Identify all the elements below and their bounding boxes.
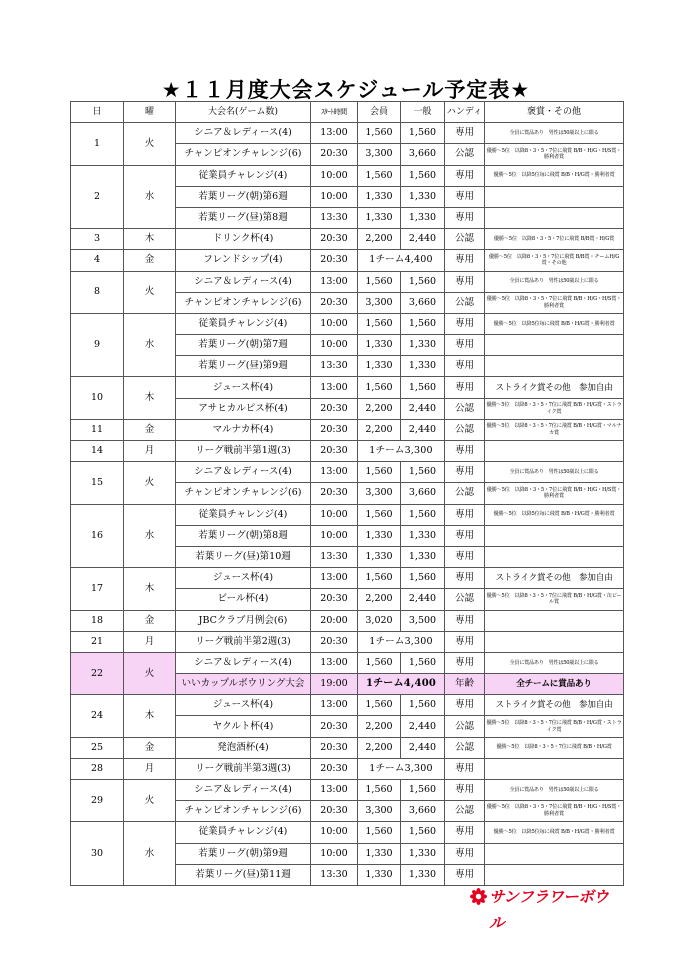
weekday-cell: 火 [124, 271, 176, 313]
weekday-cell: 金 [124, 737, 176, 758]
event-name-cell: JBCクラブ月例会(6) [176, 610, 311, 631]
prize-cell: ストライク賞その他 参加自由 [485, 568, 624, 589]
prize-cell: 優勝～5位 以降5位毎に飛賞 B/B・H/G賞・勝利者賞 [485, 165, 624, 186]
general-fee-cell: 1,560 [401, 780, 445, 801]
handicap-cell: 専用 [445, 631, 485, 652]
prize-cell [485, 546, 624, 567]
table-row [71, 165, 624, 186]
weekday-cell: 金 [124, 610, 176, 631]
general-fee-cell: 3,660 [401, 144, 445, 165]
event-name-cell: チャンピオンチャレンジ(6) [176, 292, 311, 313]
general-fee-cell: 3,500 [401, 610, 445, 631]
event-name-cell: ジュース杯(4) [176, 568, 311, 589]
start-time-cell: 13:00 [311, 377, 358, 398]
start-time-cell: 10:00 [311, 313, 358, 334]
event-name-cell: 発泡酒杯(4) [176, 737, 311, 758]
handicap-cell: 公認 [445, 292, 485, 313]
prize-cell: 優勝～5位 以降8・3・5・7位に飛賞 B/B・H/G賞・缶ビール賞 [485, 589, 624, 610]
team-fee-cell: 1チーム3,300 [358, 758, 445, 779]
handicap-cell: 公認 [445, 737, 485, 758]
prize-cell [485, 610, 624, 631]
event-name-cell: 若葉リーグ(朝)第9週 [176, 843, 311, 864]
event-name-cell: ジュース杯(4) [176, 695, 311, 716]
start-time-cell: 20:30 [311, 716, 358, 737]
weekday-cell: 木 [124, 377, 176, 419]
start-time-cell: 13:00 [311, 780, 358, 801]
weekday-cell: 月 [124, 631, 176, 652]
prize-cell [485, 525, 624, 546]
event-name-cell: ヤクルト杯(4) [176, 716, 311, 737]
member-fee-cell: 1,330 [358, 546, 401, 567]
header-handicap: ハンディ [445, 102, 485, 123]
header-member-fee: 会員 [358, 102, 401, 123]
prize-cell: 優勝～5位 以降8・3・5・7位に飛賞 B/B・H/G賞・マルナカ賞 [485, 419, 624, 440]
start-time-cell: 20:30 [311, 483, 358, 504]
event-name-cell: 若葉リーグ(朝)第8週 [176, 525, 311, 546]
prize-cell [485, 441, 624, 462]
prize-cell: 優勝～5位 以降5位毎に飛賞 B/B・H/G賞・勝利者賞 [485, 822, 624, 843]
start-time-cell: 13:30 [311, 864, 358, 885]
prize-cell: 優勝～5位 以降8・3・5・7位に飛賞 B/B・H/G・H/S賞・勝利者賞 [485, 292, 624, 313]
day-cell: 22 [71, 652, 124, 694]
prize-cell: 全員に賞品あり 男性は50歳以上に限る [485, 271, 624, 292]
start-time-cell: 13:30 [311, 356, 358, 377]
table-row [71, 610, 624, 631]
member-fee-cell: 2,200 [358, 419, 401, 440]
event-name-cell: 若葉リーグ(昼)第10週 [176, 546, 311, 567]
weekday-cell: 木 [124, 695, 176, 737]
table-row [71, 822, 624, 843]
weekday-cell: 月 [124, 441, 176, 462]
event-name-cell: ジュース杯(4) [176, 377, 311, 398]
weekday-cell: 木 [124, 229, 176, 250]
start-time-cell: 20:30 [311, 229, 358, 250]
event-name-cell: マルナカ杯(4) [176, 419, 311, 440]
general-fee-cell: 1,560 [401, 652, 445, 673]
prize-cell: 優勝～5位 以降5位毎に飛賞 B/B・H/G賞・勝利者賞 [485, 504, 624, 525]
start-time-cell: 20:30 [311, 758, 358, 779]
member-fee-cell: 2,200 [358, 737, 401, 758]
weekday-cell: 火 [124, 123, 176, 165]
member-fee-cell: 2,200 [358, 716, 401, 737]
event-name-cell: 若葉リーグ(昼)第9週 [176, 356, 311, 377]
handicap-cell: 専用 [445, 335, 485, 356]
member-fee-cell: 3,300 [358, 801, 401, 822]
member-fee-cell: 3,300 [358, 144, 401, 165]
table-row [71, 419, 624, 440]
weekday-cell: 火 [124, 652, 176, 694]
event-name-cell: チャンピオンチャレンジ(6) [176, 483, 311, 504]
day-cell: 21 [71, 631, 124, 652]
event-name-cell: リーグ戦前半第3週(3) [176, 758, 311, 779]
day-cell: 29 [71, 780, 124, 822]
start-time-cell: 10:00 [311, 843, 358, 864]
general-fee-cell: 1,560 [401, 377, 445, 398]
day-cell: 15 [71, 462, 124, 504]
member-fee-cell: 1,560 [358, 780, 401, 801]
member-fee-cell: 3,300 [358, 292, 401, 313]
handicap-cell: 公認 [445, 144, 485, 165]
prize-cell: ストライク賞その他 参加自由 [485, 695, 624, 716]
day-cell: 3 [71, 229, 124, 250]
page-title: ★１１月度大会スケジュール予定表★ [161, 78, 531, 102]
prize-cell: 全チームに賞品あり [485, 674, 624, 695]
handicap-cell: 専用 [445, 610, 485, 631]
general-fee-cell: 1,330 [401, 186, 445, 207]
handicap-cell: 専用 [445, 377, 485, 398]
general-fee-cell: 2,440 [401, 737, 445, 758]
table-row [71, 652, 624, 673]
handicap-cell: 専用 [445, 568, 485, 589]
event-name-cell: アサヒカルピス杯(4) [176, 398, 311, 419]
logo-text: サンフラワーボウル [489, 888, 609, 932]
table-header-row [71, 102, 624, 123]
schedule-body [71, 123, 624, 886]
weekday-cell: 火 [124, 462, 176, 504]
handicap-cell: 公認 [445, 398, 485, 419]
general-fee-cell: 1,330 [401, 335, 445, 356]
day-cell: 8 [71, 271, 124, 313]
general-fee-cell: 3,660 [401, 292, 445, 313]
general-fee-cell: 2,440 [401, 398, 445, 419]
member-fee-cell: 1,560 [358, 377, 401, 398]
start-time-cell: 10:00 [311, 186, 358, 207]
handicap-cell: 専用 [445, 546, 485, 567]
prize-cell [485, 186, 624, 207]
table-row [71, 758, 624, 779]
prize-cell: ストライク賞その他 参加自由 [485, 377, 624, 398]
member-fee-cell: 3,020 [358, 610, 401, 631]
start-time-cell: 10:00 [311, 504, 358, 525]
general-fee-cell: 1,330 [401, 546, 445, 567]
start-time-cell: 10:00 [311, 335, 358, 356]
handicap-cell: 公認 [445, 589, 485, 610]
table-row [71, 250, 624, 271]
start-time-cell: 10:00 [311, 165, 358, 186]
handicap-cell: 専用 [445, 780, 485, 801]
team-fee-cell: 1チーム3,300 [358, 631, 445, 652]
general-fee-cell: 3,660 [401, 801, 445, 822]
header-day: 日 [71, 102, 124, 123]
start-time-cell: 20:30 [311, 441, 358, 462]
day-cell: 24 [71, 695, 124, 737]
start-time-cell: 20:30 [311, 419, 358, 440]
day-cell: 14 [71, 441, 124, 462]
member-fee-cell: 3,300 [358, 483, 401, 504]
start-time-cell: 13:30 [311, 207, 358, 228]
prize-cell [485, 758, 624, 779]
handicap-cell: 専用 [445, 822, 485, 843]
member-fee-cell: 2,200 [358, 229, 401, 250]
start-time-cell: 20:30 [311, 250, 358, 271]
start-time-cell: 20:30 [311, 292, 358, 313]
table-row [71, 568, 624, 589]
start-time-cell: 20:30 [311, 631, 358, 652]
member-fee-cell: 1,560 [358, 462, 401, 483]
prize-cell: 優勝～5位 以降8・3・5・7位に飛賞 B/B・H/G賞 [485, 737, 624, 758]
event-name-cell: リーグ戦前半第2週(3) [176, 631, 311, 652]
start-time-cell: 10:00 [311, 525, 358, 546]
table-row [71, 377, 624, 398]
handicap-cell: 専用 [445, 313, 485, 334]
general-fee-cell: 1,560 [401, 462, 445, 483]
prize-cell [485, 631, 624, 652]
prize-cell: 優勝～5位 以降8・3・5・7位に飛賞 B/B・H/G賞・ストライク賞 [485, 398, 624, 419]
start-time-cell: 13:00 [311, 123, 358, 144]
member-fee-cell: 1,560 [358, 271, 401, 292]
general-fee-cell: 3,660 [401, 483, 445, 504]
handicap-cell: 専用 [445, 525, 485, 546]
day-cell: 9 [71, 313, 124, 377]
member-fee-cell: 1,330 [358, 525, 401, 546]
general-fee-cell: 2,440 [401, 716, 445, 737]
day-cell: 1 [71, 123, 124, 165]
general-fee-cell: 1,560 [401, 695, 445, 716]
handicap-cell: 専用 [445, 843, 485, 864]
handicap-cell: 専用 [445, 356, 485, 377]
sunflower-logo-icon [470, 888, 487, 905]
start-time-cell: 20:30 [311, 737, 358, 758]
schedule-table [70, 101, 624, 886]
handicap-cell: 専用 [445, 462, 485, 483]
member-fee-cell: 1,560 [358, 313, 401, 334]
prize-cell [485, 843, 624, 864]
prize-cell [485, 864, 624, 885]
handicap-cell: 専用 [445, 250, 485, 271]
header-event-name: 大会名(ゲーム数) [176, 102, 311, 123]
member-fee-cell: 1,330 [358, 186, 401, 207]
header-start-time: ｽﾀｰﾄ時間 [311, 102, 358, 123]
general-fee-cell: 1,560 [401, 568, 445, 589]
member-fee-cell: 1,560 [358, 165, 401, 186]
start-time-cell: 13:00 [311, 271, 358, 292]
table-row [71, 780, 624, 801]
table-row [71, 631, 624, 652]
general-fee-cell: 1,560 [401, 313, 445, 334]
prize-cell: 優勝～5位 以降8・3・5・7位に飛賞 B/B・H/G・H/S賞・勝利者賞 [485, 801, 624, 822]
header-prize: 褒賞・その他 [485, 102, 624, 123]
member-fee-cell: 1,330 [358, 864, 401, 885]
table-row [71, 695, 624, 716]
event-name-cell: チャンピオンチャレンジ(6) [176, 144, 311, 165]
weekday-cell: 火 [124, 780, 176, 822]
general-fee-cell: 1,560 [401, 822, 445, 843]
weekday-cell: 金 [124, 419, 176, 440]
sunflower-bowl-logo [470, 884, 620, 932]
handicap-cell: 専用 [445, 504, 485, 525]
prize-cell: 全員に賞品あり 男性は50歳以上に限る [485, 652, 624, 673]
table-row [71, 229, 624, 250]
header-weekday: 曜 [124, 102, 176, 123]
table-row [71, 737, 624, 758]
handicap-cell: 専用 [445, 864, 485, 885]
handicap-cell: 専用 [445, 441, 485, 462]
handicap-cell: 専用 [445, 165, 485, 186]
weekday-cell: 木 [124, 568, 176, 610]
member-fee-cell: 1,560 [358, 123, 401, 144]
prize-cell: 優勝～5位 以降8・3・5・7位に飛賞 B/B・H/G・H/S賞・勝利者賞 [485, 483, 624, 504]
event-name-cell: 若葉リーグ(朝)第7週 [176, 335, 311, 356]
member-fee-cell: 1,560 [358, 695, 401, 716]
prize-cell: 優勝～5位 以降5位毎に飛賞 B/B・H/G賞・勝利者賞 [485, 313, 624, 334]
member-fee-cell: 1,330 [358, 356, 401, 377]
member-fee-cell: 1,560 [358, 652, 401, 673]
start-time-cell: 20:00 [311, 610, 358, 631]
event-name-cell: シニア＆レディース(4) [176, 123, 311, 144]
member-fee-cell: 1,560 [358, 568, 401, 589]
prize-cell [485, 335, 624, 356]
start-time-cell: 20:30 [311, 801, 358, 822]
handicap-cell: 専用 [445, 271, 485, 292]
handicap-cell: 専用 [445, 207, 485, 228]
general-fee-cell: 1,560 [401, 271, 445, 292]
day-cell: 17 [71, 568, 124, 610]
day-cell: 25 [71, 737, 124, 758]
handicap-cell: 専用 [445, 652, 485, 673]
event-name-cell: シニア＆レディース(4) [176, 780, 311, 801]
table-row [71, 462, 624, 483]
weekday-cell: 金 [124, 250, 176, 271]
prize-cell: 全員に賞品あり 男性は50歳以上に限る [485, 780, 624, 801]
start-time-cell: 13:00 [311, 568, 358, 589]
event-name-cell: ドリンク杯(4) [176, 229, 311, 250]
prize-cell: 優勝～5位 以降8・3・5・7位に飛賞 B/B・H/G・H/S賞・勝利者賞 [485, 144, 624, 165]
general-fee-cell: 1,560 [401, 123, 445, 144]
handicap-cell: 専用 [445, 186, 485, 207]
member-fee-cell: 2,200 [358, 398, 401, 419]
event-name-cell: いいカップルボウリング大会 [176, 674, 311, 695]
event-name-cell: シニア＆レディース(4) [176, 652, 311, 673]
start-time-cell: 13:00 [311, 695, 358, 716]
event-name-cell: 若葉リーグ(昼)第11週 [176, 864, 311, 885]
day-cell: 10 [71, 377, 124, 419]
start-time-cell: 19:00 [311, 674, 358, 695]
day-cell: 4 [71, 250, 124, 271]
prize-cell: 全員に賞品あり 男性は50歳以上に限る [485, 123, 624, 144]
table-row [71, 313, 624, 334]
event-name-cell: 従業員チャレンジ(4) [176, 165, 311, 186]
general-fee-cell: 1,330 [401, 525, 445, 546]
prize-cell [485, 356, 624, 377]
table-row [71, 271, 624, 292]
prize-cell: 全員に賞品あり 男性は50歳以上に限る [485, 462, 624, 483]
start-time-cell: 13:00 [311, 462, 358, 483]
handicap-cell: 年齢 [445, 674, 485, 695]
general-fee-cell: 2,440 [401, 419, 445, 440]
general-fee-cell: 1,330 [401, 864, 445, 885]
prize-cell: 優勝～5位 以降8・3・5・7位に飛賞 B/B・H/G賞・ストライク賞 [485, 716, 624, 737]
header-general-fee: 一般 [401, 102, 445, 123]
member-fee-cell: 1,330 [358, 207, 401, 228]
member-fee-cell: 2,200 [358, 589, 401, 610]
team-fee-cell: 1チーム4,400 [358, 674, 445, 695]
event-name-cell: シニア＆レディース(4) [176, 271, 311, 292]
member-fee-cell: 1,560 [358, 822, 401, 843]
member-fee-cell: 1,560 [358, 504, 401, 525]
handicap-cell: 公認 [445, 419, 485, 440]
handicap-cell: 専用 [445, 695, 485, 716]
handicap-cell: 公認 [445, 229, 485, 250]
weekday-cell: 水 [124, 165, 176, 229]
weekday-cell: 水 [124, 313, 176, 377]
table-row [71, 441, 624, 462]
general-fee-cell: 1,560 [401, 504, 445, 525]
general-fee-cell: 1,560 [401, 165, 445, 186]
start-time-cell: 20:30 [311, 144, 358, 165]
handicap-cell: 公認 [445, 801, 485, 822]
general-fee-cell: 1,330 [401, 207, 445, 228]
event-name-cell: 若葉リーグ(朝)第6週 [176, 186, 311, 207]
event-name-cell: リーグ戦前半第1週(3) [176, 441, 311, 462]
start-time-cell: 20:30 [311, 398, 358, 419]
event-name-cell: チャンピオンチャレンジ(6) [176, 801, 311, 822]
event-name-cell: 従業員チャレンジ(4) [176, 822, 311, 843]
handicap-cell: 専用 [445, 123, 485, 144]
start-time-cell: 13:00 [311, 652, 358, 673]
weekday-cell: 水 [124, 504, 176, 568]
general-fee-cell: 1,330 [401, 843, 445, 864]
weekday-cell: 月 [124, 758, 176, 779]
day-cell: 11 [71, 419, 124, 440]
day-cell: 2 [71, 165, 124, 229]
day-cell: 28 [71, 758, 124, 779]
member-fee-cell: 1,330 [358, 335, 401, 356]
weekday-cell: 水 [124, 822, 176, 886]
member-fee-cell: 1,330 [358, 843, 401, 864]
start-time-cell: 10:00 [311, 822, 358, 843]
prize-cell: 優勝～5位 以降8・3・5・7位に飛賞 B/B賞・H/G賞 [485, 229, 624, 250]
team-fee-cell: 1チーム4,400 [358, 250, 445, 271]
handicap-cell: 公認 [445, 716, 485, 737]
general-fee-cell: 2,440 [401, 229, 445, 250]
prize-cell [485, 207, 624, 228]
event-name-cell: 若葉リーグ(昼)第8週 [176, 207, 311, 228]
start-time-cell: 13:30 [311, 546, 358, 567]
event-name-cell: 従業員チャレンジ(4) [176, 313, 311, 334]
day-cell: 30 [71, 822, 124, 886]
table-row [71, 123, 624, 144]
handicap-cell: 公認 [445, 483, 485, 504]
day-cell: 16 [71, 504, 124, 568]
start-time-cell: 20:30 [311, 589, 358, 610]
prize-cell: 優勝～5位 以降8・3・5・7位に飛賞 B/B賞・チームH/G賞・その他 [485, 250, 624, 271]
day-cell: 18 [71, 610, 124, 631]
event-name-cell: シニア＆レディース(4) [176, 462, 311, 483]
table-row [71, 504, 624, 525]
general-fee-cell: 1,330 [401, 356, 445, 377]
team-fee-cell: 1チーム3,300 [358, 441, 445, 462]
event-name-cell: 従業員チャレンジ(4) [176, 504, 311, 525]
handicap-cell: 専用 [445, 758, 485, 779]
general-fee-cell: 2,440 [401, 589, 445, 610]
event-name-cell: フレンドシップ(4) [176, 250, 311, 271]
event-name-cell: ビール杯(4) [176, 589, 311, 610]
